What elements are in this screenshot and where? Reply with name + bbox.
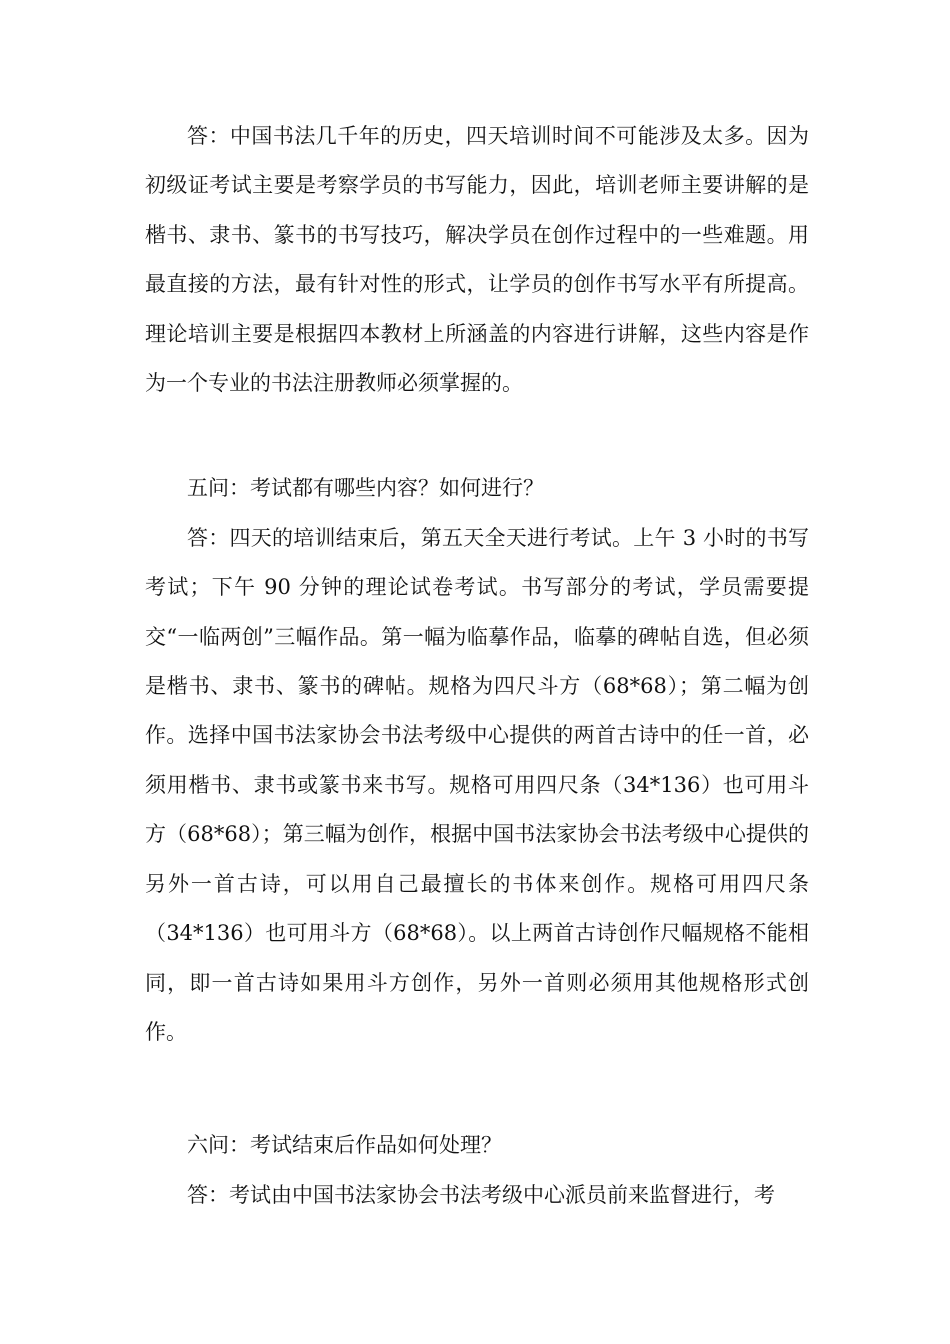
document-body [145, 112, 809, 1220]
question-6-heading: 六问：考试结束后作品如何处理？ [187, 1133, 502, 1158]
paragraph-spacer [145, 408, 809, 464]
answer-paragraph-4: 答：中国书法几千年的历史，四天培训时间不可能涉及太多。因为初级证考试主要是考察学员的书写能力，因此，培训老师主要讲解的是楷书、隶书、篆书的书写技巧，解决学员在创作过程中的一些难题。用最直接的方法，最有针对性的形式，让学员的创作书写水平有所提高。理论培训主要是根据四本教材上所涵盖的内容进行讲解，这些内容是作为一个专业的书法注册教师必须掌握的。 [145, 124, 809, 396]
question-5-heading: 五问：考试都有哪些内容？如何进行？ [187, 476, 544, 501]
paragraph-spacer [145, 1057, 809, 1121]
answer-paragraph-5: 答：四天的培训结束后，第五天全天进行考试。上午 3 小时的书写考试；下午 90 分钟的理论试卷考试。书写部分的考试，学员需要提交“一临两创”三幅作品。第一幅为临摹作品，临摹的碑帖自选，但必须是楷书、隶书、篆书的碑帖。规格为四尺斗方（68*68）；第二幅为创作。选择中国书法家协会书法考级中心提供的两首古诗中的任一首，必须用楷书、隶书或篆书来书写。规格可用四尺条（34*136）也可用斗方（68*68）；第三幅为创作，根据中国书法家协会书法考级中心提供的另外一首古诗，可以用自己最擅长的书体来创作。规格可用四尺条（34*136）也可用斗方（68*68）。以上两首古诗创作尺幅规格不能相同，即一首古诗如果用斗方创作，另外一首则必须用其他规格形式创作。 [145, 525, 809, 1044]
answer-paragraph-6: 答：考试由中国书法家协会书法考级中心派员前来监督进行，考 [187, 1182, 775, 1207]
